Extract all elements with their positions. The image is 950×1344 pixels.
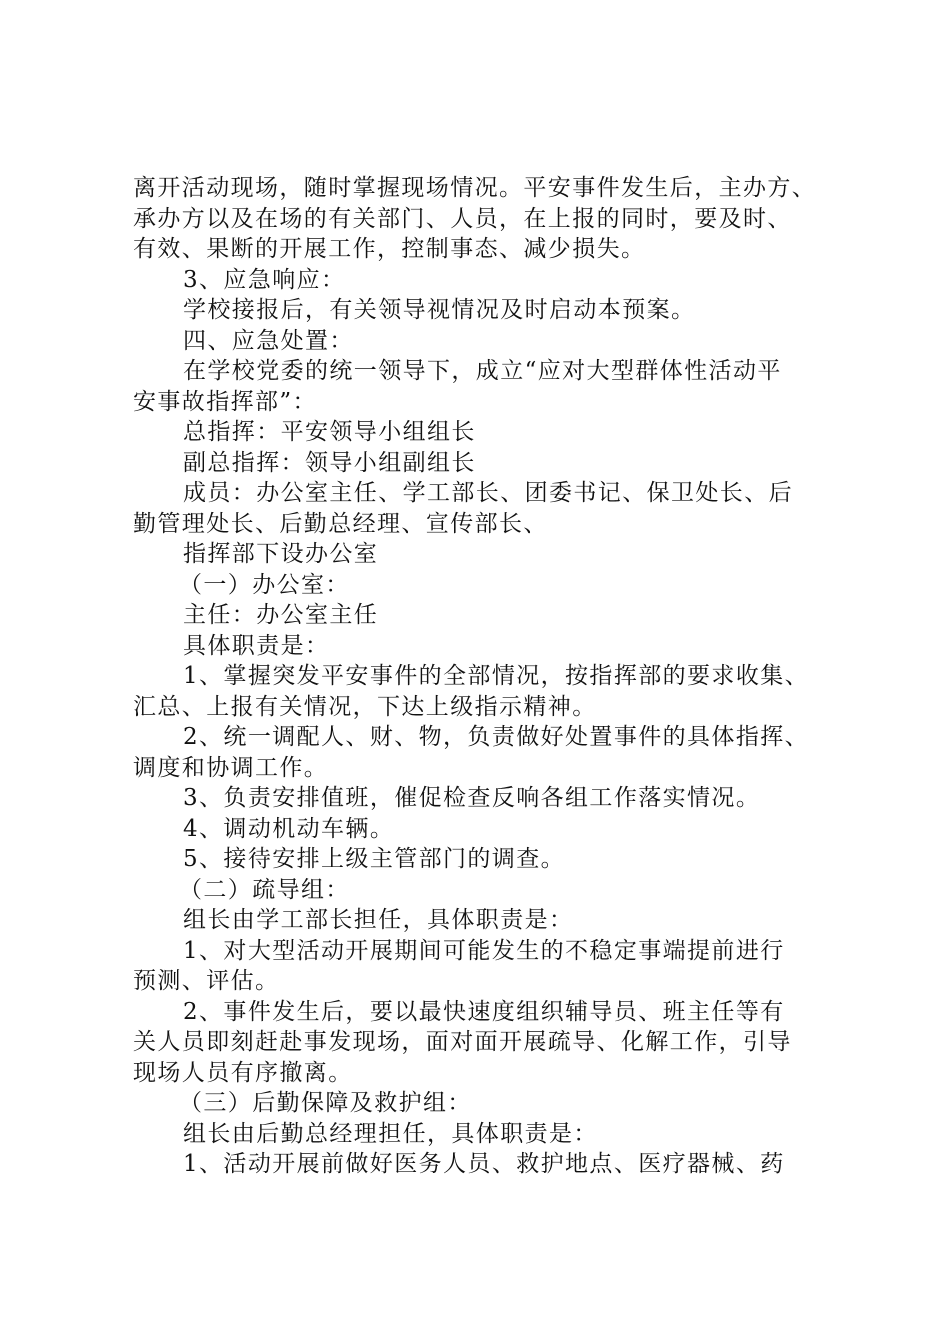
list-item: 1、掌握突发平安事件的全部情况，按指挥部的要求收集、 bbox=[183, 663, 810, 689]
text-line: 总指挥：平安领导小组组长 bbox=[183, 419, 476, 445]
section-heading: 四、应急处置： bbox=[183, 327, 354, 354]
section-heading: （一）办公室： bbox=[179, 571, 350, 598]
text-line: 指挥部下设办公室 bbox=[183, 541, 379, 567]
document-body bbox=[133, 173, 833, 1180]
list-item: 2、统一调配人、财、物，负责做好处置事件的具体指挥、 bbox=[183, 724, 810, 750]
text-line: 汇总、上报有关情况，下达上级指示精神。 bbox=[133, 693, 597, 720]
list-item: 1、活动开展前做好医务人员、救护地点、医疗器械、药 bbox=[183, 1151, 785, 1177]
text-line: 离开活动现场，随时掌握现场情况。平安事件发生后，主办方、 bbox=[133, 175, 817, 201]
list-item: 5、接待安排上级主管部门的调查。 bbox=[183, 846, 566, 872]
text-line: 组长由后勤总经理担任，具体职责是： bbox=[183, 1120, 598, 1147]
list-item: 2、事件发生后，要以最快速度组织辅导员、班主任等有 bbox=[183, 998, 785, 1025]
text-line: 勤管理处长、后勤总经理、宣传部长、 bbox=[133, 510, 548, 537]
text-line: 副总指挥：领导小组副组长 bbox=[183, 449, 476, 476]
text-line: 预测、评估。 bbox=[133, 968, 280, 994]
text-line: 组长由学工部长担任，具体职责是： bbox=[183, 907, 574, 933]
text-line: 关人员即刻赶赴事发现场，面对面开展疏导、化解工作，引导 bbox=[133, 1029, 792, 1055]
list-item: 3、负责安排值班，催促检查反响各组工作落实情况。 bbox=[183, 785, 761, 811]
section-heading: 3、应急响应： bbox=[183, 266, 346, 293]
text-line: 有效、果断的开展工作，控制事态、减少损失。 bbox=[133, 236, 646, 262]
text-line: 具体职责是： bbox=[183, 632, 330, 659]
text-line: 承办方以及在场的有关部门、人员，在上报的同时，要及时、 bbox=[133, 205, 792, 232]
text-line: 安事故指挥部”： bbox=[133, 388, 317, 415]
text-line: 主任：办公室主任 bbox=[183, 602, 379, 628]
text-line: 成员：办公室主任、学工部长、团委书记、保卫处长、后 bbox=[183, 480, 793, 506]
list-item: 1、对大型活动开展期间可能发生的不稳定事端提前进行 bbox=[183, 937, 785, 964]
section-heading: （二）疏导组： bbox=[179, 876, 350, 903]
text-line: 学校接报后，有关领导视情况及时启动本预案。 bbox=[183, 297, 696, 323]
section-heading: （三）后勤保障及救护组： bbox=[179, 1090, 472, 1116]
text-line: 调度和协调工作。 bbox=[133, 754, 329, 781]
text-line: 现场人员有序撤离。 bbox=[133, 1059, 353, 1086]
list-item: 4、调动机动车辆。 bbox=[183, 815, 395, 842]
text-line: 在学校党委的统一领导下，成立“应对大型群体性活动平 bbox=[183, 358, 782, 384]
